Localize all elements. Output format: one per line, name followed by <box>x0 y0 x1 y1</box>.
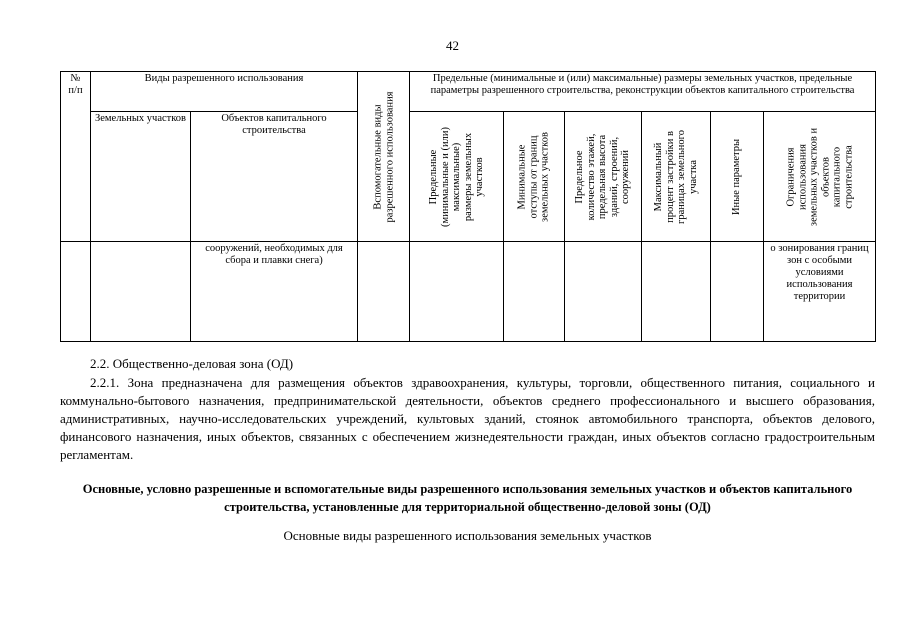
section-paragraph: 2.2.1. Зона предназначена для размещения объектов здравоохранения, культуры, торговли, общественного питания, социального и коммунально-бытового назначения, предпринимательской деятельности, объектов среднего профессионального и высшего образования, административных, научно-исследовательских учреждений, культовых зданий, стоянок автомобильного транспорта, объектов делового, финансового назначения, иных объектов, связанных с обеспечением жизнедеятельности граждан, иных объектов согласно градостроительным регламентам. <box>60 375 875 462</box>
header-capital-objects: Объектов капитального строительства <box>191 112 358 242</box>
header-restrictions <box>764 112 876 242</box>
header-max-coverage-text: Максимальный процент застройки в границах земельного участка <box>652 129 699 224</box>
subheading: Основные виды разрешенного использования земельных участков <box>283 528 652 543</box>
header-restrictions-text: Ограничения использования земельных участков и объектов капитального строительства <box>784 127 854 226</box>
header-auxiliary-uses-text: Вспомогательные виды разрешенного использования <box>371 90 395 223</box>
cell-number <box>61 242 91 342</box>
header-land-plots: Земельных участков <box>91 112 191 242</box>
header-limits: Предельные (минимальные и (или) максимальные) размеры земельных участков, предельные параметры разрешенного строительства, реконструкции объектов капитального строительства <box>410 72 876 112</box>
header-permitted-uses: Виды разрешенного использования <box>91 72 358 112</box>
header-auxiliary-uses <box>358 72 410 242</box>
cell-max-coverage <box>642 242 711 342</box>
header-plot-sizes <box>410 112 504 242</box>
cell-restrictions: о зонирования границ зон с особыми условиями использования территории <box>764 242 876 342</box>
page-number: 42 <box>446 38 459 53</box>
header-setbacks-text: Минимальные отступы от границ земельных участков <box>516 131 551 222</box>
header-max-coverage <box>642 112 711 242</box>
header-other-params <box>711 112 764 242</box>
header-floors-height-text: Предельное количество этажей, предельная высота зданий, строений, сооружений <box>574 133 632 220</box>
cell-land-plots <box>91 242 191 342</box>
header-other-params-text: Иные параметры <box>731 138 743 215</box>
cell-other-params <box>711 242 764 342</box>
table-row <box>61 242 876 342</box>
section-title: 2.2. Общественно-деловая зона (ОД) <box>90 356 294 371</box>
cell-floors-height <box>565 242 642 342</box>
cell-auxiliary <box>358 242 410 342</box>
header-floors-height <box>565 112 642 242</box>
cell-plot-sizes <box>410 242 504 342</box>
header-number: № п/п <box>61 72 91 242</box>
header-setbacks <box>504 112 565 242</box>
header-plot-sizes-text: Предельные (минимальные и (или) максимальные) размеры земельных участков <box>427 126 485 227</box>
cell-setbacks <box>504 242 565 342</box>
cell-capital-objects: сооружений, необходимых для сбора и плавки снега) <box>191 242 358 342</box>
regulations-table <box>60 71 876 342</box>
bold-heading: Основные, условно разрешенные и вспомогательные виды разрешенного использования земельных участков и объектов капитального строительства, установленные для территориальной общественно-деловой зоны (ОД) <box>82 482 853 514</box>
